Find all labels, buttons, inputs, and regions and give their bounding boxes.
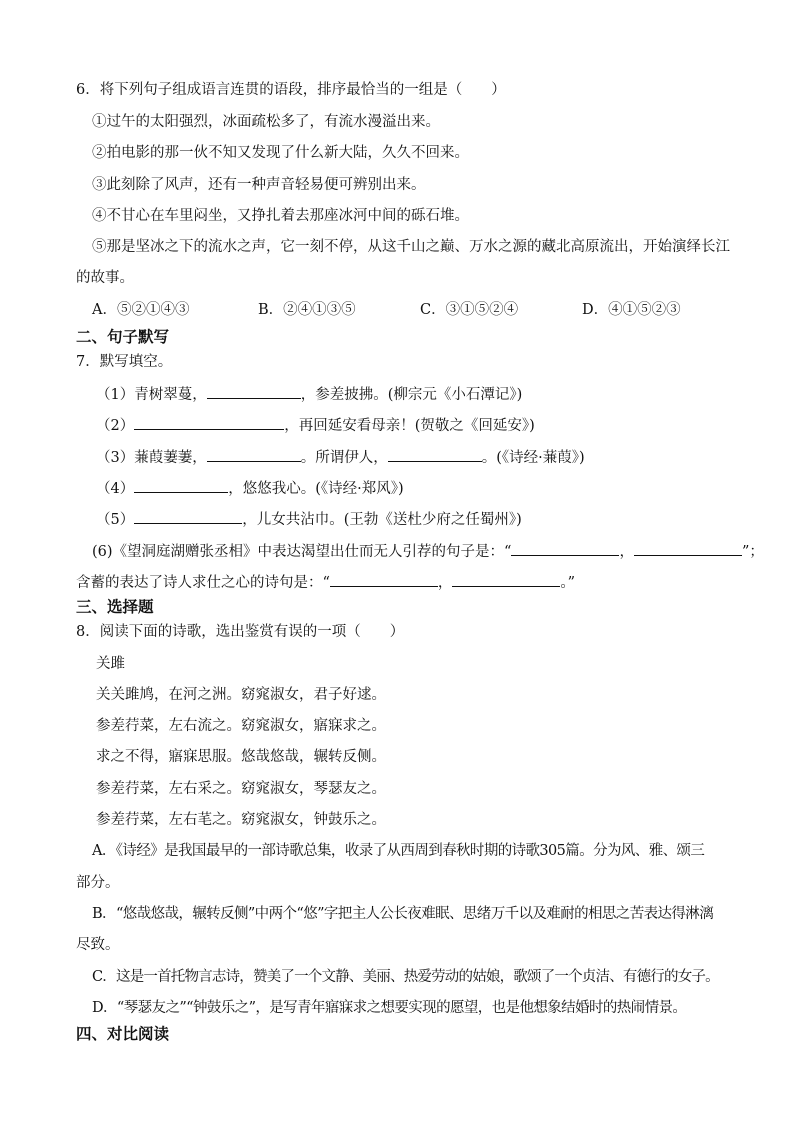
q8-stem: 8．阅读下面的诗歌，选出鉴赏有误的一项（ ） [76, 624, 405, 640]
q8-poem-line-3: 求之不得，寤寐思服。悠哉悠哉，辗转反侧。 [96, 749, 386, 765]
q7-item-3-text-a: （3）蒹葭萋萋， [96, 450, 207, 466]
section-heading-2: 二、句子默写 [76, 328, 170, 346]
q8-option-b: B．“悠哉悠哉，辗转反侧”中两个“悠”字把主人公长夜难眠、思绪万千以及难耐的相思之苦表达得淋漓 [92, 906, 714, 922]
q6-option-c: C．③①⑤②④ [420, 302, 519, 318]
q6-sentence-3: ③此刻除了风声，还有一种声音轻易便可辨别出来。 [92, 177, 426, 193]
q7-item-4-blank [134, 477, 228, 493]
q7-item-4 [96, 477, 404, 499]
q7-item-5-text-a: （5） [96, 512, 135, 528]
q7-stem: 7．默写填空。 [76, 354, 173, 370]
section-heading-3: 三、选择题 [76, 598, 154, 616]
q6-option-d: D．④①⑤②③ [582, 302, 681, 318]
q8-poem-line-2: 参差荇菜，左右流之。窈窕淑女，寤寐求之。 [96, 718, 386, 734]
q7-item-6-cont [76, 571, 575, 593]
q7-item-2-text-b: ，再回延安看母亲！(贺敬之《回延安》) [284, 418, 535, 434]
q7-item-5-text-b: ，儿女共沾巾。(王勃《送杜少府之任蜀州》) [242, 512, 522, 528]
q7-item-5 [96, 508, 522, 530]
q7-item-3-blank-1 [207, 446, 301, 462]
q6-stem: 6．将下列句子组成语言连贯的语段，排序最恰当的一组是（ ） [76, 82, 506, 98]
q6-sentence-2: ②拍电影的那一伙不知又发现了什么新大陆，久久不回来。 [92, 145, 469, 161]
q6-sentence-4: ④不甘心在车里闷坐，又挣扎着去那座冰河中间的砾石堆。 [92, 208, 469, 224]
q7-item-5-blank [134, 508, 242, 524]
q8-option-a-cont: 部分。 [76, 875, 120, 891]
q7-item-3-text-c: 。(《诗经·蒹葭》) [481, 450, 585, 466]
q7-item-6-blank-2 [634, 540, 742, 556]
q8-option-b-cont: 尽致。 [76, 937, 120, 953]
q7-item-6-cont-text-c: 。” [560, 575, 576, 591]
q7-item-6-blank-1 [511, 540, 619, 556]
section-heading-4: 四、对比阅读 [76, 1025, 170, 1043]
q8-option-c: C．这是一首托物言志诗，赞美了一个文静、美丽、热爱劳动的姑娘，歌颂了一个贞洁、有德行的女子。 [92, 969, 719, 985]
q7-item-6 [92, 540, 764, 562]
q7-item-6-cont-blank-1 [330, 571, 438, 587]
q8-option-d: D．“琴瑟友之”“钟鼓乐之”，是写青年寤寐求之想要实现的愿望，也是他想象结婚时的热闹情景。 [92, 1000, 687, 1016]
q7-item-2-blank [134, 414, 284, 430]
q7-item-4-text-a: （4） [96, 481, 135, 497]
q7-item-3-text-b: 。所谓伊人， [300, 450, 388, 466]
q7-item-1-blank [207, 383, 301, 399]
q7-item-6-cont-blank-2 [452, 571, 560, 587]
q7-item-1-text-a: （1）青树翠蔓， [96, 387, 207, 403]
q6-sentence-5-cont: 的故事。 [76, 270, 134, 286]
q7-item-6-text-c: ”； [741, 544, 764, 560]
q7-item-2 [96, 414, 535, 436]
q6-sentence-1: ①过午的太阳强烈，冰面疏松多了，有流水漫溢出来。 [92, 114, 440, 130]
q7-item-1-text-b: ，参差披拂。(柳宗元《小石潭记》) [300, 387, 523, 403]
q8-poem-line-1: 关关雎鸠，在河之洲。窈窕淑女，君子好逑。 [96, 687, 386, 703]
q6-option-b: B．②④①③⑤ [258, 302, 356, 318]
q8-poem-line-4: 参差荇菜，左右采之。窈窕淑女，琴瑟友之。 [96, 781, 386, 797]
q8-poem-line-5: 参差荇菜，左右芼之。窈窕淑女，钟鼓乐之。 [96, 812, 386, 828]
q7-item-3 [96, 446, 585, 468]
q7-item-2-text-a: （2） [96, 418, 135, 434]
q7-item-6-cont-text-b: ， [437, 575, 453, 591]
q7-item-6-cont-text-a: 含蓄的表达了诗人求仕之心的诗句是：“ [76, 575, 330, 591]
q6-option-a: A．⑤②①④③ [92, 302, 190, 318]
q7-item-6-text-a: (6)《望洞庭湖赠张丞相》中表达渴望出仕而无人引荐的句子是：“ [92, 544, 512, 560]
q8-poem-title: 关雎 [96, 656, 125, 672]
q6-sentence-5: ⑤那是坚冰之下的流水之声，它一刻不停，从这千山之巅、万水之源的藏北高原流出，开始演绎长江 [92, 239, 730, 255]
q7-item-6-text-b: ， [619, 544, 634, 560]
q7-item-4-text-b: ，悠悠我心。(《诗经·郑风》) [228, 481, 404, 497]
q8-option-a: A．《诗经》是我国最早的一部诗歌总集，收录了从西周到春秋时期的诗歌305篇。分为风、雅、颂三 [92, 843, 705, 859]
q7-item-1 [96, 383, 522, 405]
q7-item-3-blank-2 [388, 446, 482, 462]
